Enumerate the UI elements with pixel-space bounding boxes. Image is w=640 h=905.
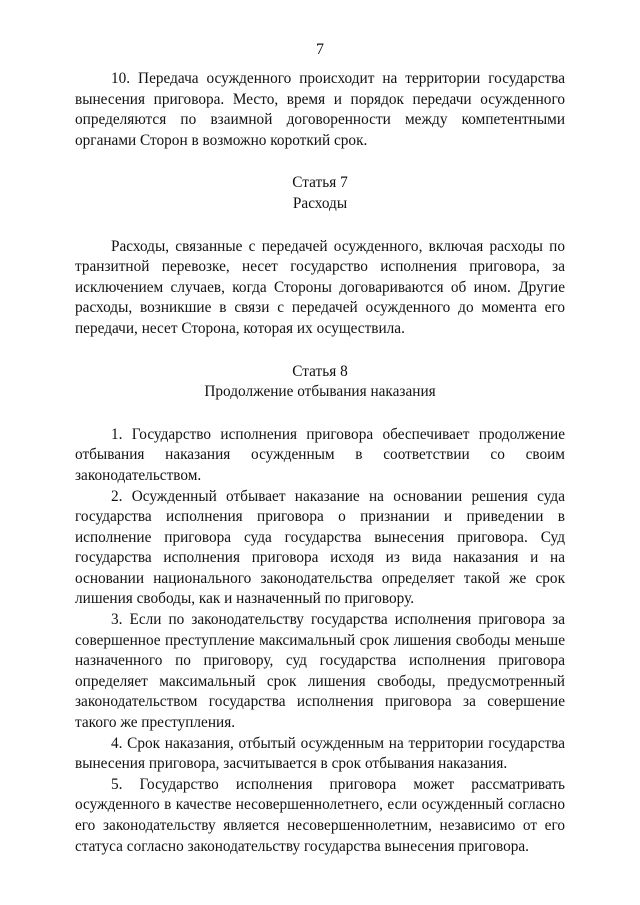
paragraph-article-8-item-2: 2. Осужденный отбывает наказание на основании решения суда государства исполнения приговора о признании и приведении в исполнение приговора суда государства вынесения приговора. Суд государства исполнения приговора исходя из вида наказания и на основании национального законодательства определяет такой же срок лишения свободы, как и назначенный по приговору. <box>75 487 565 608</box>
paragraph-article-8-item-4: 4. Срок наказания, отбытый осужденным на территории государства вынесения приговора, засчитывается в срок отбывания наказания. <box>75 734 565 773</box>
article-8-label: Статья 8 <box>292 362 348 380</box>
paragraph-transfer-location: 10. Передача осужденного происходит на территории государства вынесения приговора. Место, время и порядок передачи осужденного определяются по взаимной договоренности между компетентными органами Сторон в возможно короткий срок. <box>75 70 565 149</box>
article-8-heading <box>75 362 565 403</box>
article-7-label: Статья 7 <box>292 174 348 192</box>
article-7-heading <box>75 173 565 214</box>
paragraph-article-8-item-1: 1. Государство исполнения приговора обеспечивает продолжение отбывания наказания осужденным в соответствии со своим законодательством. <box>75 425 565 484</box>
paragraph-expenses: Расходы, связанные с передачей осужденного, включая расходы по транзитной перевозке, несет государство исполнения приговора, за исключением случаев, когда Стороны договариваются об ином. Другие расходы, возникшие в связи с передачей осужденного до момента его передачи, несет Сторона, которая их осуществила. <box>75 237 565 337</box>
paragraph-article-8-item-3: 3. Если по законодательству государства исполнения приговора за совершенное преступление максимальный срок лишения свободы меньше назначенного по приговору, суд государства исполнения приговора определяет максимальный срок лишения свободы, предусмотренный законодательством государства исполнения приговора за совершение такого же преступления. <box>75 611 565 732</box>
article-8-title: Продолжение отбывания наказания <box>204 383 436 401</box>
document-body <box>75 69 565 857</box>
article-7-title: Расходы <box>292 194 348 212</box>
page-number: 7 <box>316 41 324 58</box>
paragraph-article-8-item-5: 5. Государство исполнения приговора может рассматривать осужденного в качестве несовершеннолетнего, если осужденный согласно его законодательству является несовершеннолетним, независимо от его статуса согласно законодательству государства вынесения приговора. <box>75 775 565 855</box>
